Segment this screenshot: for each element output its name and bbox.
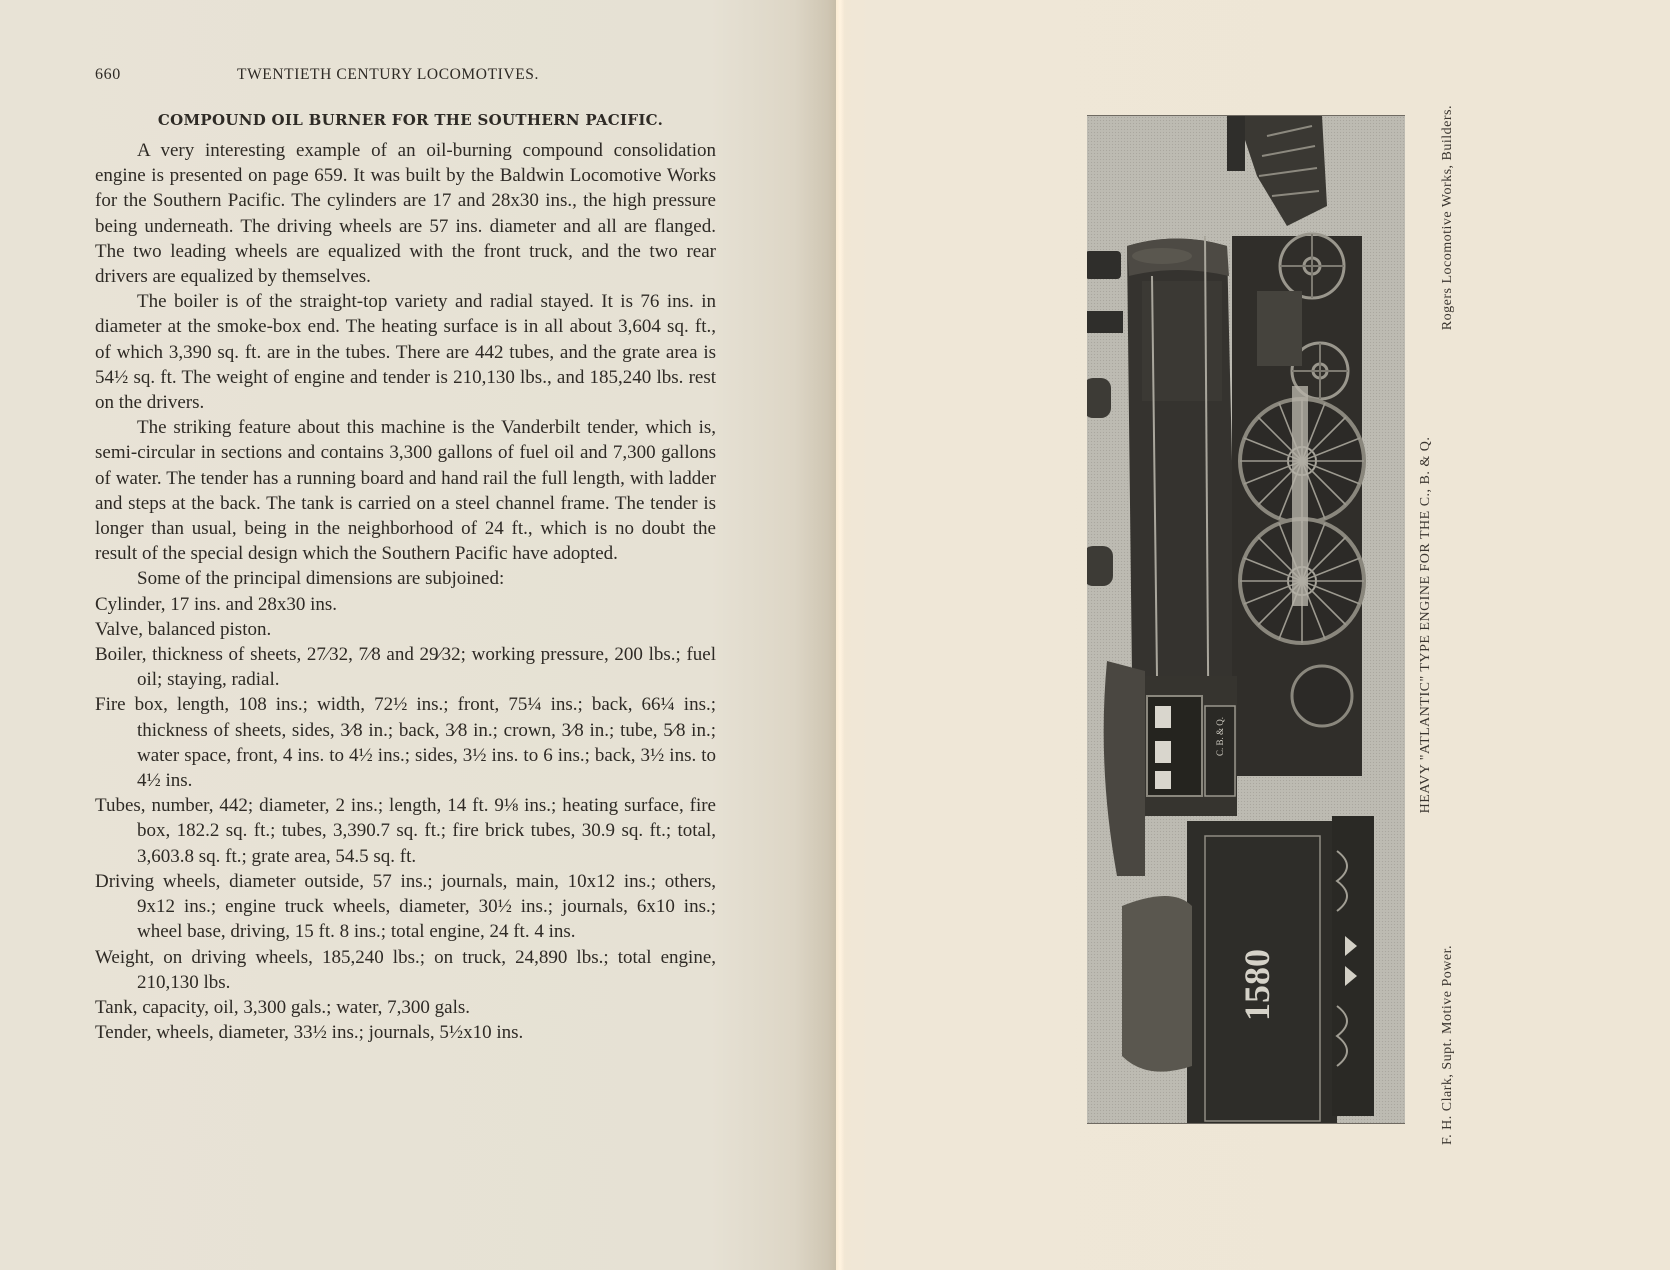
dimension-item: Driving wheels, diameter outside, 57 ins.; journals, main, 10x12 ins.; others, 9x12 ins.; engine truck wheels, diameter, 30½ ins.; journals, 6x10 ins.; wheel base, driving, 15 ft. 8 ins.; total engine, 24 ft. 4 ins. bbox=[95, 870, 716, 943]
paragraph: The striking feature about this machine is the Vanderbilt tender, which is, semi-circular in sections and contains 3,300 gallons of fuel oil and 7,300 gallons of water. The tender has a running board and hand rail the full length, with ladder and steps at the back. The tank is carried on a steel channel frame. The tender is longer than usual, being in the neighborhood of 24 ft., which is no doubt the result of the special design which the Southern Pacific have adopted. bbox=[95, 417, 716, 565]
page-number: 660 bbox=[95, 66, 121, 83]
dimension-item: Tubes, number, 442; diameter, 2 ins.; length, 14 ft. 9⅛ ins.; heating surface, fire box, 182.2 sq. ft.; tubes, 3,390.7 sq. ft.; fire brick tubes, 30.9 sq. ft.; total, 3,603.8 sq. ft.; grate area, 54.5 sq. ft. bbox=[95, 795, 716, 867]
locomotive-illustration bbox=[1087, 116, 1405, 1123]
article-title: COMPOUND OIL BURNER FOR THE SOUTHERN PACIFIC. bbox=[157, 111, 664, 129]
dimensions-list bbox=[95, 592, 716, 1046]
svg-text:1580: 1580 bbox=[1237, 949, 1277, 1021]
paragraph: The boiler is of the straight-top variety and radial stayed. It is 76 ins. in diameter at the smoke-box end. The heating surface is in all about 3,604 sq. ft., of which 3,390 sq. ft. are in the tubes. There are 442 tubes, and the grate area is 54½ sq. ft. The weight of engine and tender is 210,130 lbs., and 185,240 lbs. rest on the drivers. bbox=[95, 291, 716, 414]
caption-credit-builders: Rogers Locomotive Works, Builders. bbox=[1440, 105, 1455, 331]
svg-text:C. B. & Q.: C. B. & Q. bbox=[1215, 716, 1225, 756]
caption-credit-motive-power: F. H. Clark, Supt. Motive Power. bbox=[1440, 945, 1455, 1145]
locomotive-photo bbox=[1087, 115, 1405, 1124]
dimension-item: Cylinder, 17 ins. and 28x30 ins. bbox=[95, 593, 338, 615]
running-head bbox=[95, 66, 735, 88]
dimension-item: Tender, wheels, diameter, 33½ ins.; journals, 5½x10 ins. bbox=[95, 1022, 524, 1044]
dimension-item: Fire box, length, 108 ins.; width, 72½ ins.; front, 75¼ ins.; back, 66¼ ins.; thickness of sheets, sides, 3⁄8 in.; back, 3⁄8 in.; crown, 3⁄8 in.; tube, 5⁄8 in.; water space, front, 4 ins. to 4½ ins.; sides, 3½ ins. to 6 ins.; back, 3½ ins. to 4½ ins. bbox=[95, 694, 716, 792]
article bbox=[95, 108, 716, 1045]
dimension-item: Valve, balanced piston. bbox=[95, 618, 272, 640]
dimension-item: Weight, on driving wheels, 185,240 lbs.; on truck, 24,890 lbs.; total engine, 210,130 lbs. bbox=[95, 946, 716, 993]
dimension-item: Tank, capacity, oil, 3,300 gals.; water, 7,300 gals. bbox=[95, 996, 470, 1018]
plate-caption bbox=[1418, 105, 1460, 1145]
paragraph: A very interesting example of an oil-burning compound consolidation engine is presented on page 659. It was built by the Baldwin Locomotive Works for the Southern Pacific. The cylinders are 17 and 28x30 ins., the high pressure being underneath. The driving wheels are 57 ins. diameter and all are flanged. The two leading wheels are equalized with the front truck, and the two rear drivers are equalized by themselves. bbox=[95, 140, 716, 288]
book-gutter bbox=[836, 0, 844, 1270]
dimension-item: Boiler, thickness of sheets, 27⁄32, 7⁄8 and 29⁄32; working pressure, 200 lbs.; fuel oil; staying, radial. bbox=[95, 644, 716, 691]
caption-title: HEAVY "ATLANTIC" TYPE ENGINE FOR THE C., B. & Q. bbox=[1418, 436, 1433, 814]
dimensions-intro: Some of the principal dimensions are subjoined: bbox=[137, 568, 505, 590]
running-title: TWENTIETH CENTURY LOCOMOTIVES. bbox=[237, 66, 539, 83]
